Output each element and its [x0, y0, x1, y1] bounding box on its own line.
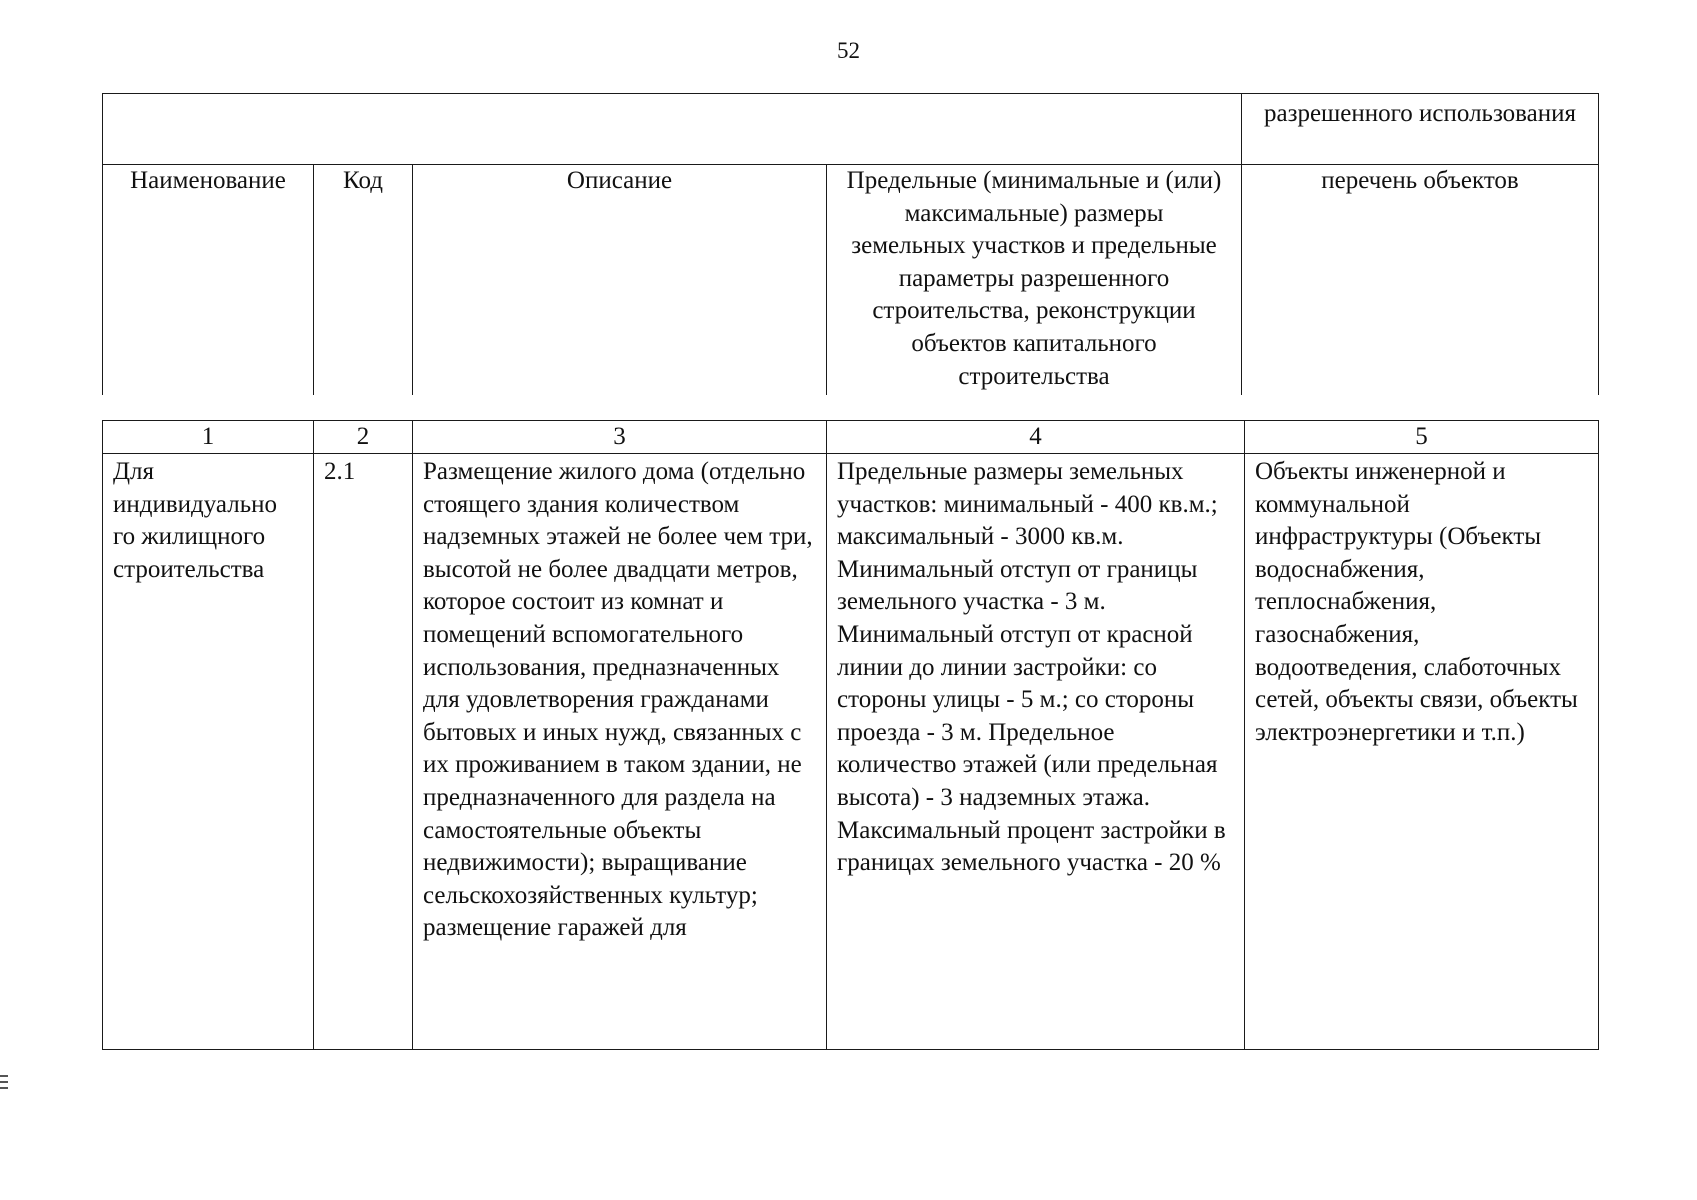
header-code-cell: Код [314, 165, 413, 396]
column-number-cell: 4 [827, 421, 1245, 454]
row-description-cell: Размещение жилого дома (отдельно стоящего здания количеством надземных этажей не более чем три, высотой не более двадцати метров, которое состоит из комнат и помещений вспомогательного использования, предназначенных для удовлетворения гражданами бытовых и иных нужд, связанных с их проживанием в таком здании, не предназначенного для раздела на самостоятельные объекты недвижимости); выращивание сельскохозяйственных культур; размещение гаражей для [413, 454, 827, 1050]
header-name-cell: Наименование [103, 165, 314, 396]
margin-binding-mark [0, 1075, 8, 1093]
body-table [102, 420, 1599, 1050]
page-number: 52 [837, 38, 860, 63]
header-table [102, 93, 1599, 395]
row-limits-cell: Предельные размеры земельных участков: минимальный - 400 кв.м.; максимальный - 3000 кв.м. Минимальный отступ от границы земельного участка - 3 м. Минимальный отступ от красной линии до линии застройки: со стороны улицы - 5 м.; со стороны проезда - 3 м. Предельное количество этажей (или предельная высота) - 3 надземных этажа. Максимальный процент застройки в границах земельного участка - 20 % [827, 454, 1245, 1050]
header-top-row [103, 94, 1599, 165]
header-main-row [103, 165, 1599, 396]
row-name-cell: Для индивидуально го жилищного строительства [103, 454, 314, 1050]
column-number-row [103, 421, 1599, 454]
header-objects-cell: перечень объектов [1242, 165, 1599, 396]
header-description-cell: Описание [413, 165, 827, 396]
row-code-cell: 2.1 [314, 454, 413, 1050]
header-permitted-use-cell: разрешенного использования [1242, 94, 1599, 165]
row-objects-cell: Объекты инженерной и коммунальной инфраструктуры (Объекты водоснабжения, теплоснабжения, газоснабжения, водоотведения, слаботочных сетей, объекты связи, объекты электроэнергетики и т.п.) [1245, 454, 1599, 1050]
column-number-cell: 3 [413, 421, 827, 454]
column-number-cell: 5 [1245, 421, 1599, 454]
column-number-cell: 2 [314, 421, 413, 454]
column-number-cell: 1 [103, 421, 314, 454]
table-row [103, 454, 1599, 1050]
header-limits-cell: Предельные (минимальные и (или) максимальные) размеры земельных участков и предельные параметры разрешенного строительства, реконструкции объектов капитального строительства [827, 165, 1242, 396]
header-blank-cell [103, 94, 1242, 165]
